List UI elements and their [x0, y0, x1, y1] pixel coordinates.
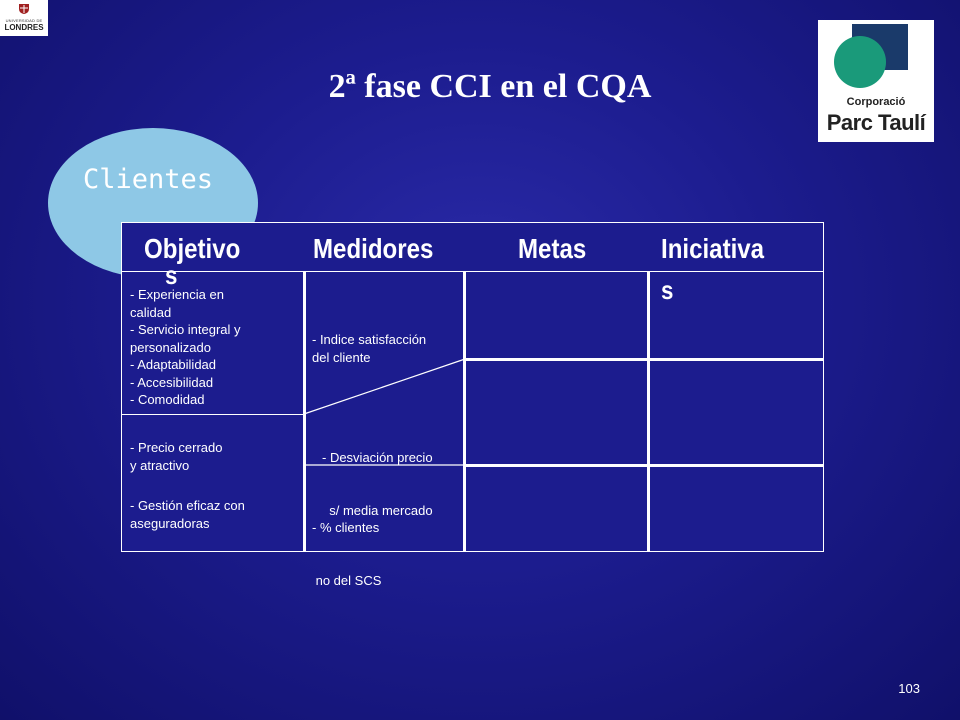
objectives-group-3 — [130, 497, 245, 532]
objective-line: - Precio cerrado — [130, 440, 223, 455]
initiatives-cell-1 — [650, 272, 823, 358]
measure-line: - Indice satisfacción — [312, 332, 427, 347]
objective-line: - Adaptabilidad — [130, 357, 217, 372]
clientes-label: Clientes — [82, 164, 214, 195]
objective-line: - Experiencia en — [130, 287, 224, 302]
initiatives-cell-2 — [650, 361, 823, 464]
objective-line: - Accesibilidad — [130, 374, 214, 390]
header-objetivos-line2: s — [165, 260, 178, 290]
objective-line: - Gestión eficaz con — [130, 498, 245, 513]
header-medidores: Medidores — [313, 233, 434, 264]
objective-line: calidad — [130, 304, 172, 320]
objective-line: personalizado — [130, 339, 211, 355]
page-number: 103 — [898, 681, 920, 696]
measure-line: no del SCS — [312, 572, 382, 588]
objective-line: - Comodidad — [130, 392, 205, 407]
crest-icon — [18, 3, 30, 15]
measure-line: - Desviación precio — [322, 450, 433, 465]
objective-line: - Servicio integral y — [130, 322, 241, 337]
parc-tauli-logo-line1: Corporació — [846, 96, 906, 108]
measure-1 — [312, 331, 426, 366]
university-logo-name: LONDRES — [4, 23, 44, 32]
objectives-group-2 — [130, 439, 222, 474]
objectives-group-1 — [130, 286, 241, 409]
header-metas: Metas — [518, 233, 587, 264]
slide-title: 2ª fase CCI en el CQA — [328, 68, 652, 105]
targets-cell-3 — [466, 467, 647, 551]
header-objetivos-line1: Objetivo — [144, 233, 241, 264]
university-logo-tagline: UNIVERSIDAD DE — [5, 18, 43, 23]
measure-line: - % clientes — [312, 520, 380, 535]
targets-cell-1 — [466, 272, 647, 358]
measure-line: del cliente — [312, 349, 371, 365]
header-iniciativas-line1: Iniciativa — [661, 233, 765, 264]
header-iniciativas-line2: s — [661, 275, 674, 305]
measure-3 — [312, 484, 381, 624]
scorecard-table — [121, 222, 824, 588]
objective-line: aseguradoras — [130, 515, 210, 531]
university-logo — [0, 0, 48, 36]
parc-tauli-logo-line2: Parc Taulí — [826, 110, 926, 135]
initiatives-cell-3 — [650, 467, 823, 551]
objective-line: y atractivo — [130, 457, 190, 473]
targets-cell-2 — [466, 361, 647, 464]
measure-line: s/ media mercado — [322, 502, 433, 518]
